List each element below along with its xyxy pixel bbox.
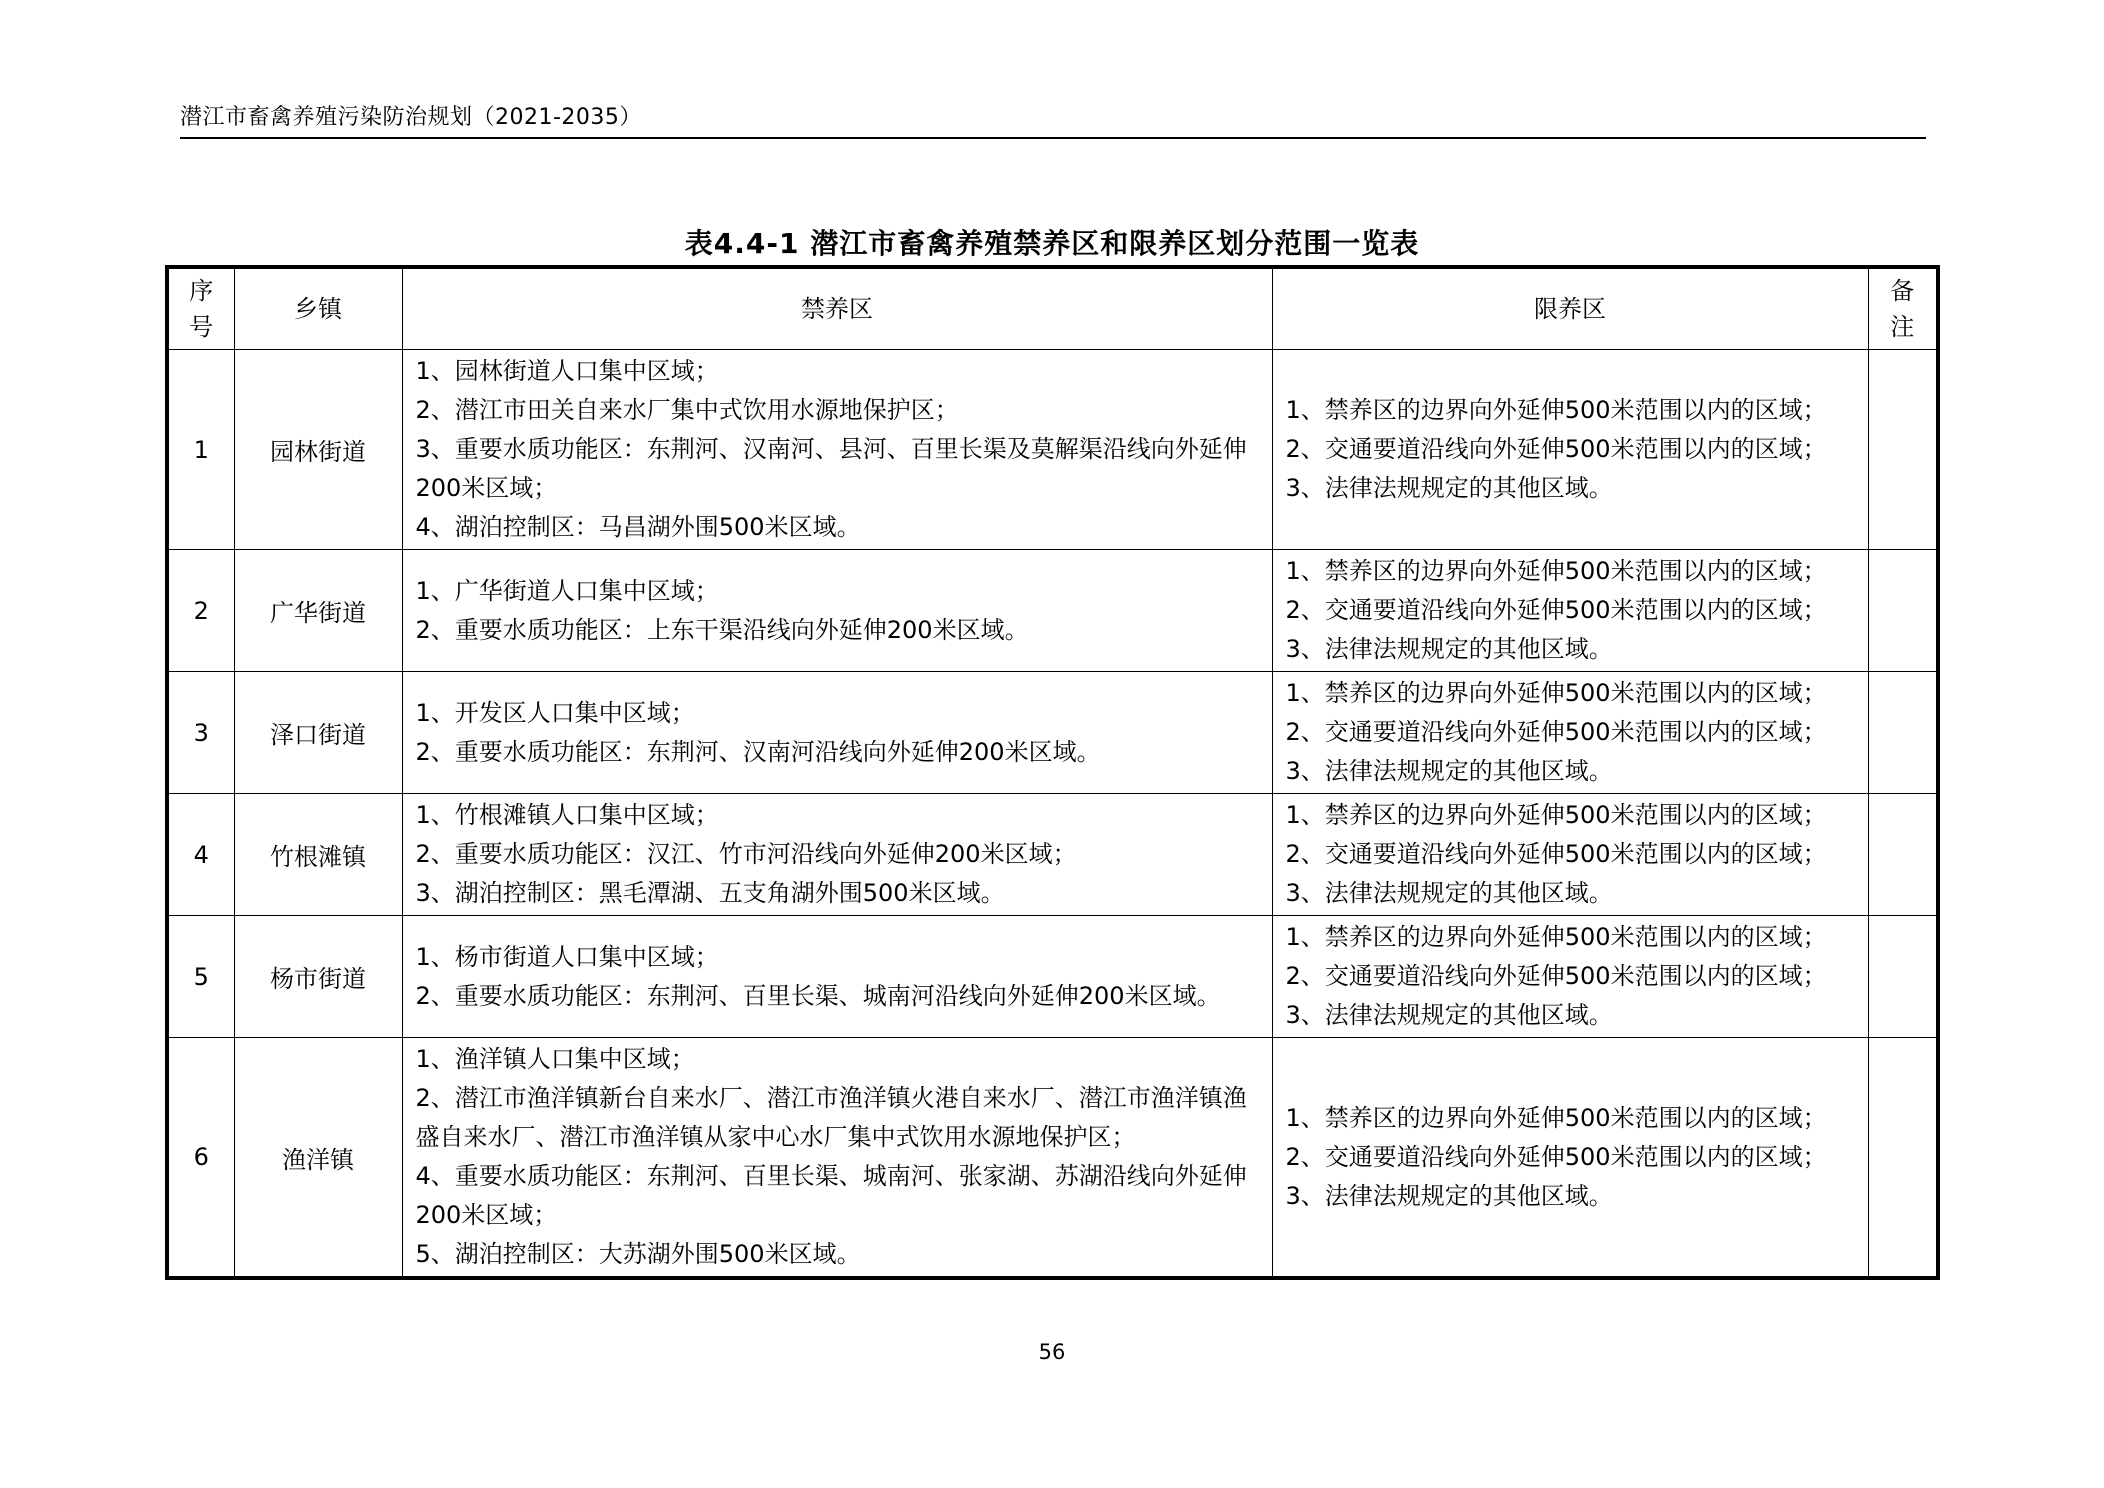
- forbidden-zone-item: 4、湖泊控制区：马昌湖外围500米区域。: [415, 513, 861, 541]
- forbidden-zone-item: 1、杨市街道人口集中区域；: [415, 942, 719, 971]
- restricted-zone-cell: [1272, 550, 1868, 672]
- table-row: [167, 794, 1938, 916]
- forbidden-zone-cell: [402, 1038, 1272, 1279]
- restricted-zone-item: 3、法律法规规定的其他区域。: [1285, 1001, 1613, 1029]
- table-title: 表4.4-1 潜江市畜禽养殖禁养区和限养区划分范围一览表: [684, 227, 1420, 260]
- row-remarks: [1868, 916, 1938, 1038]
- header-divider: [180, 137, 1926, 139]
- forbidden-zone-item: 1、竹根滩镇人口集中区域；: [415, 801, 719, 829]
- restricted-zone-item: 2、交通要道沿线向外延伸500米范围以内的区域；: [1285, 435, 1827, 463]
- row-remarks: [1868, 794, 1938, 916]
- row-index: 2: [167, 550, 234, 672]
- forbidden-zone-cell: [402, 550, 1272, 672]
- forbidden-zone-item: 1、开发区人口集中区域；: [415, 698, 695, 727]
- forbidden-zone-item: 4、重要水质功能区：东荆河、百里长渠、城南河、张家湖、苏湖沿线向外延伸200米区域；: [415, 1162, 1247, 1229]
- column-header-township: 乡镇: [234, 267, 402, 350]
- restricted-zone-item: 3、法律法规规定的其他区域。: [1285, 757, 1613, 785]
- row-remarks: [1868, 350, 1938, 550]
- restricted-zone-item: 1、禁养区的边界向外延伸500米范围以内的区域；: [1285, 396, 1827, 424]
- forbidden-zone-item: 3、湖泊控制区：黑毛潭湖、五支角湖外围500米区域。: [415, 879, 1005, 907]
- row-remarks: [1868, 550, 1938, 672]
- row-township: 杨市街道: [234, 916, 402, 1038]
- column-header-index: 序号: [167, 267, 234, 350]
- row-index: 5: [167, 916, 234, 1038]
- restricted-zone-cell: [1272, 916, 1868, 1038]
- table-header-row: [167, 267, 1938, 350]
- row-remarks: [1868, 672, 1938, 794]
- restricted-zone-item: 2、交通要道沿线向外延伸500米范围以内的区域；: [1285, 840, 1827, 868]
- restricted-zone-item: 3、法律法规规定的其他区域。: [1285, 879, 1613, 907]
- column-header-restricted-zone: 限养区: [1272, 267, 1868, 350]
- restricted-zone-item: 1、禁养区的边界向外延伸500米范围以内的区域；: [1285, 923, 1827, 951]
- document-header-title: 潜江市畜禽养殖污染防治规划（2021-2035）: [180, 105, 642, 130]
- table-row: [167, 350, 1938, 550]
- forbidden-zone-item: 1、园林街道人口集中区域；: [415, 357, 719, 385]
- restricted-zone-cell: [1272, 350, 1868, 550]
- row-remarks: [1868, 1038, 1938, 1279]
- forbidden-zone-cell: [402, 794, 1272, 916]
- column-header-forbidden-zone: 禁养区: [402, 267, 1272, 350]
- forbidden-zone-item: 2、重要水质功能区：东荆河、汉南河沿线向外延伸200米区域。: [415, 737, 1101, 766]
- table-row: [167, 672, 1938, 794]
- restricted-zone-item: 2、交通要道沿线向外延伸500米范围以内的区域；: [1285, 596, 1827, 624]
- forbidden-zone-item: 3、重要水质功能区：东荆河、汉南河、县河、百里长渠及莫解渠沿线向外延伸200米区域；: [415, 435, 1247, 502]
- restricted-zone-item: 1、禁养区的边界向外延伸500米范围以内的区域；: [1285, 801, 1827, 829]
- row-township: 竹根滩镇: [234, 794, 402, 916]
- forbidden-zone-item: 2、重要水质功能区：东荆河、百里长渠、城南河沿线向外延伸200米区域。: [415, 981, 1221, 1010]
- table-row: [167, 1038, 1938, 1279]
- row-township: 广华街道: [234, 550, 402, 672]
- row-index: 6: [167, 1038, 234, 1279]
- forbidden-zone-item: 1、广华街道人口集中区域；: [415, 576, 719, 605]
- restricted-zone-item: 1、禁养区的边界向外延伸500米范围以内的区域；: [1285, 557, 1827, 585]
- forbidden-zone-item: 1、渔洋镇人口集中区域；: [415, 1045, 695, 1073]
- table-body: [167, 350, 1938, 1279]
- column-header-remarks: 备注: [1868, 267, 1938, 350]
- restricted-zone-item: 2、交通要道沿线向外延伸500米范围以内的区域；: [1285, 962, 1827, 990]
- restricted-zone-item: 3、法律法规规定的其他区域。: [1285, 1181, 1613, 1210]
- forbidden-zone-cell: [402, 916, 1272, 1038]
- page-number: 56: [1038, 1340, 1066, 1364]
- restricted-zone-item: 2、交通要道沿线向外延伸500米范围以内的区域；: [1285, 1142, 1827, 1171]
- restricted-zone-item: 2、交通要道沿线向外延伸500米范围以内的区域；: [1285, 718, 1827, 746]
- zoning-table: [165, 265, 1940, 1280]
- restricted-zone-item: 1、禁养区的边界向外延伸500米范围以内的区域；: [1285, 679, 1827, 707]
- forbidden-zone-cell: [402, 672, 1272, 794]
- row-index: 3: [167, 672, 234, 794]
- row-index: 4: [167, 794, 234, 916]
- restricted-zone-cell: [1272, 1038, 1868, 1279]
- row-township: 园林街道: [234, 350, 402, 550]
- forbidden-zone-item: 2、潜江市渔洋镇新台自来水厂、潜江市渔洋镇火港自来水厂、潜江市渔洋镇渔盛自来水厂、潜江市渔洋镇从家中心水厂集中式饮用水源地保护区；: [415, 1084, 1247, 1151]
- restricted-zone-cell: [1272, 672, 1868, 794]
- restricted-zone-item: 3、法律法规规定的其他区域。: [1285, 635, 1613, 663]
- table-header: [167, 267, 1938, 350]
- row-township: 渔洋镇: [234, 1038, 402, 1279]
- row-index: 1: [167, 350, 234, 550]
- table-row: [167, 550, 1938, 672]
- row-township: 泽口街道: [234, 672, 402, 794]
- forbidden-zone-item: 2、重要水质功能区：汉江、竹市河沿线向外延伸200米区域；: [415, 840, 1077, 868]
- restricted-zone-item: 3、法律法规规定的其他区域。: [1285, 474, 1613, 502]
- forbidden-zone-cell: [402, 350, 1272, 550]
- forbidden-zone-item: 2、潜江市田关自来水厂集中式饮用水源地保护区；: [415, 396, 959, 424]
- restricted-zone-item: 1、禁养区的边界向外延伸500米范围以内的区域；: [1285, 1103, 1827, 1132]
- forbidden-zone-item: 2、重要水质功能区：上东干渠沿线向外延伸200米区域。: [415, 615, 1029, 644]
- table-row: [167, 916, 1938, 1038]
- forbidden-zone-item: 5、湖泊控制区：大苏湖外围500米区域。: [415, 1240, 861, 1268]
- restricted-zone-cell: [1272, 794, 1868, 916]
